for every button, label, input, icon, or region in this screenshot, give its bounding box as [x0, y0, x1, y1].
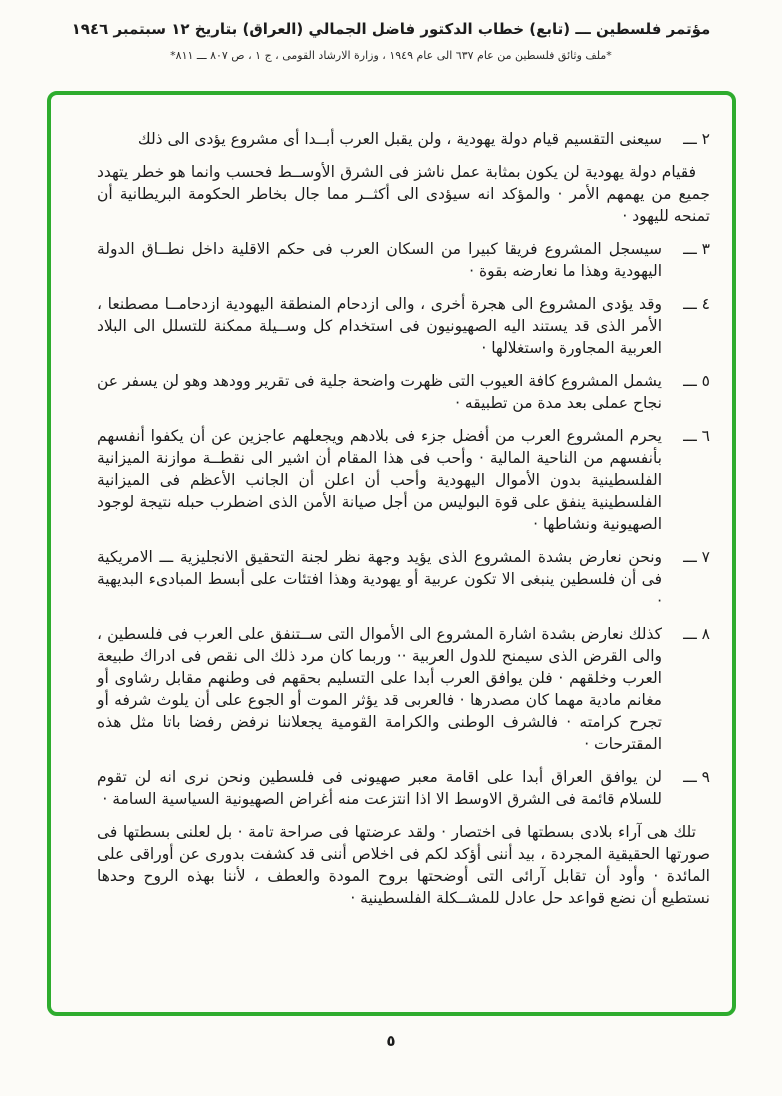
paragraph-text: كذلك نعارض بشدة اشارة المشروع الى الأموال التى ســتنفق على العرب فى فلسطين ، والى القرض الذى سيمنح للدول العربية ·· وربما كان مرد ذلك الى نقص فى ادراك طبيعة العرب وخلقهم · فلن يوافق العرب أبدا على التسليم بحقهم فى وطنهم مقابل رشاوى أو مغانم مادية مهما كان مصدرها · فالعربى قد يؤثر الموت أو الجوع على أن يلوث شرفه أو تجرح كرامته · فالشرف الوطنى والكرامة القومية يجعلاننا نرفض رفضا باتا مثل هذه المقترحات ·: [97, 625, 662, 753]
paragraph-text: يحرم المشروع العرب من أفضل جزء فى بلادهم ويجعلهم عاجزين عن أن يكفوا أنفسهم بأنفسهم من الناحية المالية · وأحب فى هذا المقام أن اشير الى نقطــة موازنة الميزانية الفلسطينية بدون الأموال اليهودية وأحب أن اعلن أن الجانب الأعظم فى الميزانية الفلسطينية ينفق على قوة البوليس من أجل صيانة الأمن الذى اضطرب حبله نتيجة لوجود الصهيونية ونشاطها ·: [97, 427, 662, 533]
highlight-frame: [47, 91, 736, 1016]
document-source-note: *ملف وثائق فلسطين من عام ٦٣٧ الى عام ١٩٤٩ ، وزارة الارشاد القومى ، ج ١ ، ص ٨٠٧ ـــ ٨١١*: [170, 49, 612, 62]
paragraph-9: [97, 766, 710, 810]
paragraph-number: ٤ ـــ: [683, 295, 710, 313]
paragraph-3: [97, 238, 710, 282]
paragraph-2-continuation: [97, 161, 710, 227]
paragraph-8: [97, 623, 710, 755]
paragraph-text: ونحن نعارض بشدة المشروع الذى يؤيد وجهة نظر لجنة التحقيق الانجليزية ـــ الامريكية فى أن فلسطين ينبغى الا تكون عربية أو يهودية وهذا افتئات على أبسط المبادىء البديهية ·: [97, 548, 662, 610]
paragraph-number: ٢ ـــ: [683, 130, 710, 148]
paragraph-number: ٩ ـــ: [683, 768, 710, 786]
page-number: ٥: [386, 1032, 396, 1050]
paragraph-text: فقيام دولة يهودية لن يكون بمثابة عمل ناشز فى الشرق الأوســط فحسب وانما هو خطر يتهدد جميع من يهمهم الأمر · والمؤكد انه سيؤدى الى أكثــر مما جال بخاطر الحكومة البريطانية أن تمنحه لليهود ·: [97, 163, 710, 225]
document-header: [0, 18, 782, 63]
paragraph-text: سيسجل المشروع فريقا كبيرا من السكان العرب فى حكم الاقلية داخل نطــاق الدولة اليهودية وهذا ما نعارضه بقوة ·: [97, 240, 662, 280]
paragraph-7: [97, 546, 710, 612]
paragraph-number: ٧ ـــ: [683, 548, 710, 566]
paragraph-text: وقد يؤدى المشروع الى هجرة أخرى ، والى ازدحام المنطقة اليهودية ازدحامــا مصطنعا ، الأمر الذى قد يستند اليه الصهيونيون فى استخدام كل وســيلة ممكنة للتسلل الى البلاد العربية المجاورة واستغلالها ·: [97, 295, 662, 357]
paragraph-4: [97, 293, 710, 359]
paragraph-number: ٦ ـــ: [683, 427, 710, 445]
paragraph-text: تلك هى آراء بلادى بسطتها فى اختصار · ولقد عرضتها فى صراحة تامة · بل لعلنى بسطتها فى صورتها الحقيقية المجردة ، بيد أننى أؤكد لكم فى اخلاص أننى قد كشفت بدورى عن أوراقى على المائدة · وأود أن تقابل آرائى التى أوضحتها بروح المودة والعطف ، لأننا بهذه الروح وحدها نستطيع أن نضع قواعد حل عادل للمشــكلة الفلسطينية ·: [97, 823, 710, 907]
paragraph-number: ٣ ـــ: [683, 240, 710, 258]
document-body: [97, 128, 710, 920]
paragraph-2: [97, 128, 710, 150]
paragraph-text: سيعنى التقسيم قيام دولة يهودية ، ولن يقبل العرب أبــدا أى مشروع يؤدى الى ذلك: [137, 130, 662, 148]
paragraph-number: ٥ ـــ: [683, 372, 710, 390]
closing-paragraph: [97, 821, 710, 909]
paragraph-text: لن يوافق العراق أبدا على اقامة معبر صهيونى فى فلسطين ونحن نرى انه لن تقوم للسلام قائمة فى الشرق الاوسط الا اذا انتزعت منه أغراض الصهيونية السياسية السامة ·: [97, 768, 662, 808]
paragraph-text: يشمل المشروع كافة العيوب التى ظهرت واضحة جلية فى تقرير وودهد وهو لن يسفر عن نجاح عملى بعد مدة من تطبيقه ·: [97, 372, 662, 412]
paragraph-5: [97, 370, 710, 414]
paragraph-number: ٨ ـــ: [683, 625, 710, 643]
paragraph-6: [97, 425, 710, 535]
document-title: مؤتمر فلسطين ـــ (تابع) خطاب الدكتور فاضل الجمالي (العراق) بتاريخ ١٢ سبتمبر ١٩٤٦: [71, 20, 711, 38]
